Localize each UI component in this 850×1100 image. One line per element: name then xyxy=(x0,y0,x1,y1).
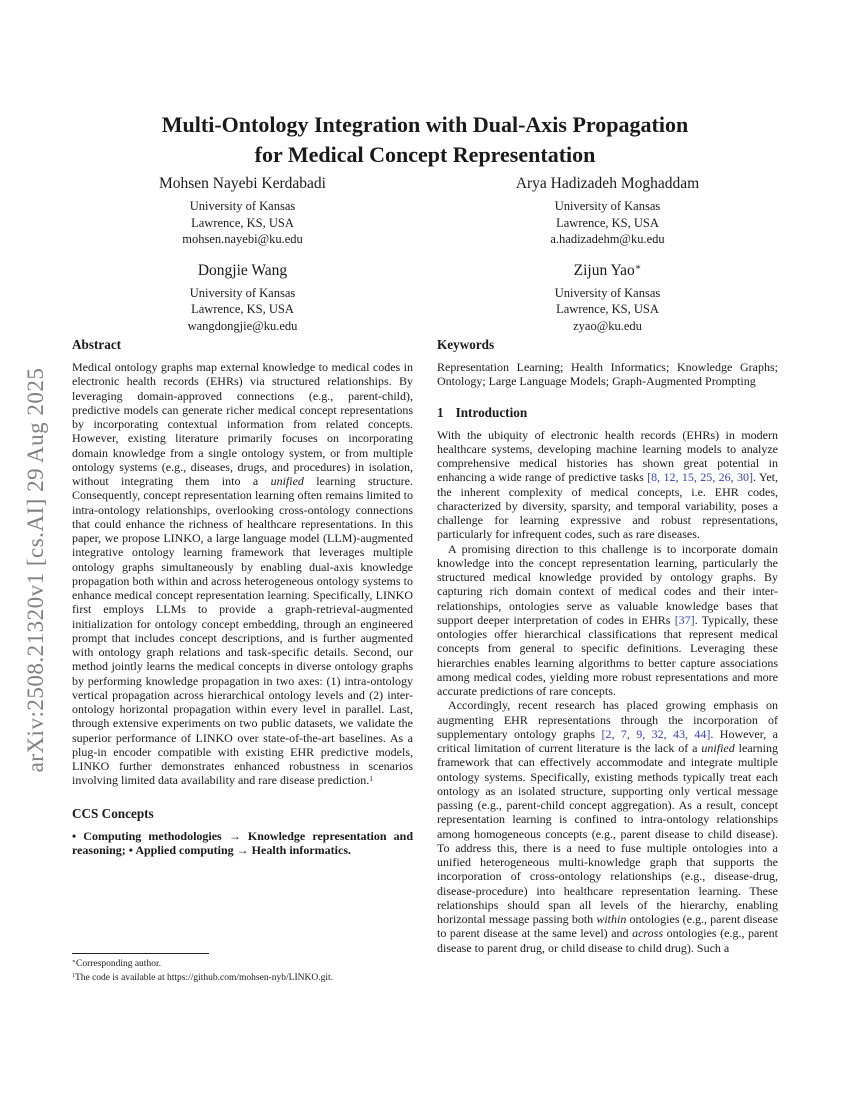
author-block xyxy=(72,174,413,248)
author-name-text: Mohsen Nayebi Kerdabadi xyxy=(158,175,326,192)
footnote-area xyxy=(72,953,413,985)
text-run: ontologies (e.g., parent disease to parent drug, or child disease to child drug). Such a xyxy=(437,926,778,955)
text-run: [8, 12, 15, 25, 26, 30] xyxy=(647,470,753,485)
text-run: [37] xyxy=(674,612,695,627)
author-email: a.hadizadehm@ku.edu xyxy=(550,232,665,246)
text-run: Medical ontology graphs map external knowledge to medical codes in electronic health records (EHRs) via structured relationships. By leveraging domain-approved connections (e.g., parent-child), predictive models can generate richer medical concept representations by incorporating contextual information from related concepts. However, existing literature primarily focuses on incorporating domain knowledge from a single ontology system, or from multiple ontology systems (e.g., diseases, drugs, and procedures) in isolation, without integrating them into a xyxy=(72,360,413,488)
text-run: . Typically, these ontologies offer hierarchical classifications that represent medical concepts from general to specific definitions. Leveraging these hierarchies enables learning algorithms to better capture associations among medical codes, yielding more robust representations and more accurate predictions of rare concepts. xyxy=(437,612,778,698)
text-run: . However, a critical limitation of current literature is the lack of a xyxy=(437,726,778,755)
abstract-heading: Abstract xyxy=(72,337,122,352)
author-list xyxy=(72,174,778,334)
keywords-heading: Keywords xyxy=(437,337,495,352)
author-name xyxy=(72,174,413,195)
author-block xyxy=(437,261,778,335)
author-location: Lawrence, KS, USA xyxy=(191,215,294,230)
author-affiliation: University of Kansas xyxy=(189,285,296,300)
text-run: ontologies (e.g., parent disease to parent disease at the same level) and xyxy=(437,912,778,941)
keywords-text: Representation Learning; Health Informatics; Knowledge Graphs; Ontology; Large Language Models; Graph-Augmented Prompting xyxy=(437,360,778,389)
paper-title-line1: Multi-Ontology Integration with Dual-Axis Propagation xyxy=(161,112,689,137)
ccs-heading: CCS Concepts xyxy=(72,805,154,821)
author-email: wangdongjie@ku.edu xyxy=(187,318,298,333)
author-location: Lawrence, KS, USA xyxy=(191,302,294,316)
text-run: • Computing methodologies → Knowledge representation and reasoning; • Applied computing → Health informatics. xyxy=(72,828,413,857)
text-run: [2, 7, 9, 32, 43, 44] xyxy=(601,726,711,741)
text-run: The code is available at https://github.com/mohsen-nyb/LINKO.git. xyxy=(74,972,333,983)
text-run: learning framework that can effectively accommodate and integrate multiple ontology systems. Specifically, existing methods typically treat each ontology as an isolated structure, supporting only vertical message passing (e.g., parent-child concept aggregation). As a result, concept representation learning is confined to intra-ontology relationships among homogeneous concepts (e.g., parent disease to child disease). To address this, there is a need to fuse multiple ontologies into a unified heterogeneous multi-knowledge graph that supports the incorporation of cross-ontology relationships (e.g., disease-drug, disease-procedure) into healthcare representation learning. These relationships should span all levels of the hierarchy, enabling horizontal message passing both xyxy=(437,741,778,926)
footnote-rule xyxy=(72,953,209,954)
ccs-text xyxy=(72,829,413,858)
author-name xyxy=(437,261,778,282)
paper-title xyxy=(0,110,850,170)
footnote-code-availability xyxy=(72,972,413,986)
text-run: 1 xyxy=(369,773,373,783)
text-run: Accordingly, recent research has placed growing emphasis on augmenting EHR representations through the incorporation of supplementary ontology graphs xyxy=(437,698,778,741)
text-run: Corresponding author. xyxy=(76,959,161,969)
footnote-corresponding-author xyxy=(72,958,413,972)
author-block xyxy=(72,261,413,335)
text-run: unified xyxy=(270,474,304,488)
abstract-text xyxy=(72,360,413,790)
text-run: learning structure. Consequently, concept representation learning often remains limited to intra-ontology relationships, overlooking cross-ontology connections that could enhance the richness of healthcare representations. In this paper, we propose LINKO, a large language model (LLM)-augmented integrative ontology learning framework that leverages multiple ontology graphs simultaneously by enabling dual-axis knowledge propagation both within and across heterogeneous ontology systems to enhance medical concept representation learning. Specifically, LINKO first employs LLMs to provide a graph-retrieval-augmented initialization for ontology concept embedding, through an engineered prompt that includes concept descriptions, and is further augmented with ontology graph relations and task-specific details. Second, our method jointly learns the medical concepts in diverse ontology graphs by performing knowledge propagation in two axes: (1) intra-ontology vertical propagation across hierarchical ontology levels and (2) inter-ontology horizontal propagation within every level in parallel. Last, through extensive experiments on two public datasets, we validate the superior performance of LINKO over state-of-the-art baselines. As a plug-in encoder compatible with existing EHR predictive models, LINKO further demonstrates enhanced robustness in scenarios involving limited data availability and rare disease prediction. xyxy=(72,474,413,788)
introduction-heading xyxy=(437,405,778,421)
author-affiliation: University of Kansas xyxy=(189,199,296,213)
author-location: Lawrence, KS, USA xyxy=(556,302,659,316)
footnote-text xyxy=(75,973,333,983)
left-column xyxy=(72,337,413,962)
text-run: unified xyxy=(701,741,735,755)
author-name-text: Arya Hadizadeh Moghaddam xyxy=(515,175,700,192)
text-run: . Yet, the inherent complexity of medical concepts, i.e. EHR codes, characterized by diversity, sparsity, and temporal variability, poses a challenge for learning expressive and robust representations, particularly for infrequent codes, such as rare diseases. xyxy=(437,470,778,542)
author-email: mohsen.nayebi@ku.edu xyxy=(182,232,303,246)
paper-title-line2: for Medical Concept Representation xyxy=(254,142,596,167)
intro-paragraph-2 xyxy=(437,542,778,699)
section-title: Introduction xyxy=(455,404,528,420)
author-block xyxy=(437,174,778,248)
author-name-text: Dongjie Wang xyxy=(197,261,288,279)
author-affiliation: University of Kansas xyxy=(554,199,661,213)
intro-paragraph-3 xyxy=(437,698,778,955)
footnote-marker: 1 xyxy=(72,972,75,979)
author-affiliation: University of Kansas xyxy=(554,285,661,300)
footnote-marker: ∗ xyxy=(72,959,76,966)
intro-paragraph-1 xyxy=(437,428,778,542)
author-name xyxy=(437,174,778,195)
author-name-text: Zijun Yao xyxy=(573,261,635,279)
text-run: A promising direction to this challenge is to incorporate domain knowledge into the concept representation learning, particularly the structured medical knowledge provided by ontology graphs. By capturing rich domain context of medical codes and their inter-relationships, ontologies serve as valuable knowledge bases that support deeper interpretation of codes in EHRs xyxy=(437,541,778,627)
author-marker: ∗ xyxy=(634,262,642,274)
right-column xyxy=(437,337,778,989)
author-email: zyao@ku.edu xyxy=(573,318,642,333)
text-run: across xyxy=(632,926,663,941)
author-location: Lawrence, KS, USA xyxy=(556,215,659,230)
author-name xyxy=(72,261,413,282)
footnote-text xyxy=(76,959,161,969)
text-run: within xyxy=(596,912,627,926)
text-run: With the ubiquity of electronic health records (EHRs) in modern healthcare systems, developing machine learning models to analyze comprehensive medical histories has shown great potential in enhancing a wide range of predictive tasks xyxy=(437,427,778,485)
section-number: 1 xyxy=(437,404,444,420)
arxiv-watermark: arXiv:2508.21320v1 [cs.AI] 29 Aug 2025 xyxy=(23,367,48,773)
